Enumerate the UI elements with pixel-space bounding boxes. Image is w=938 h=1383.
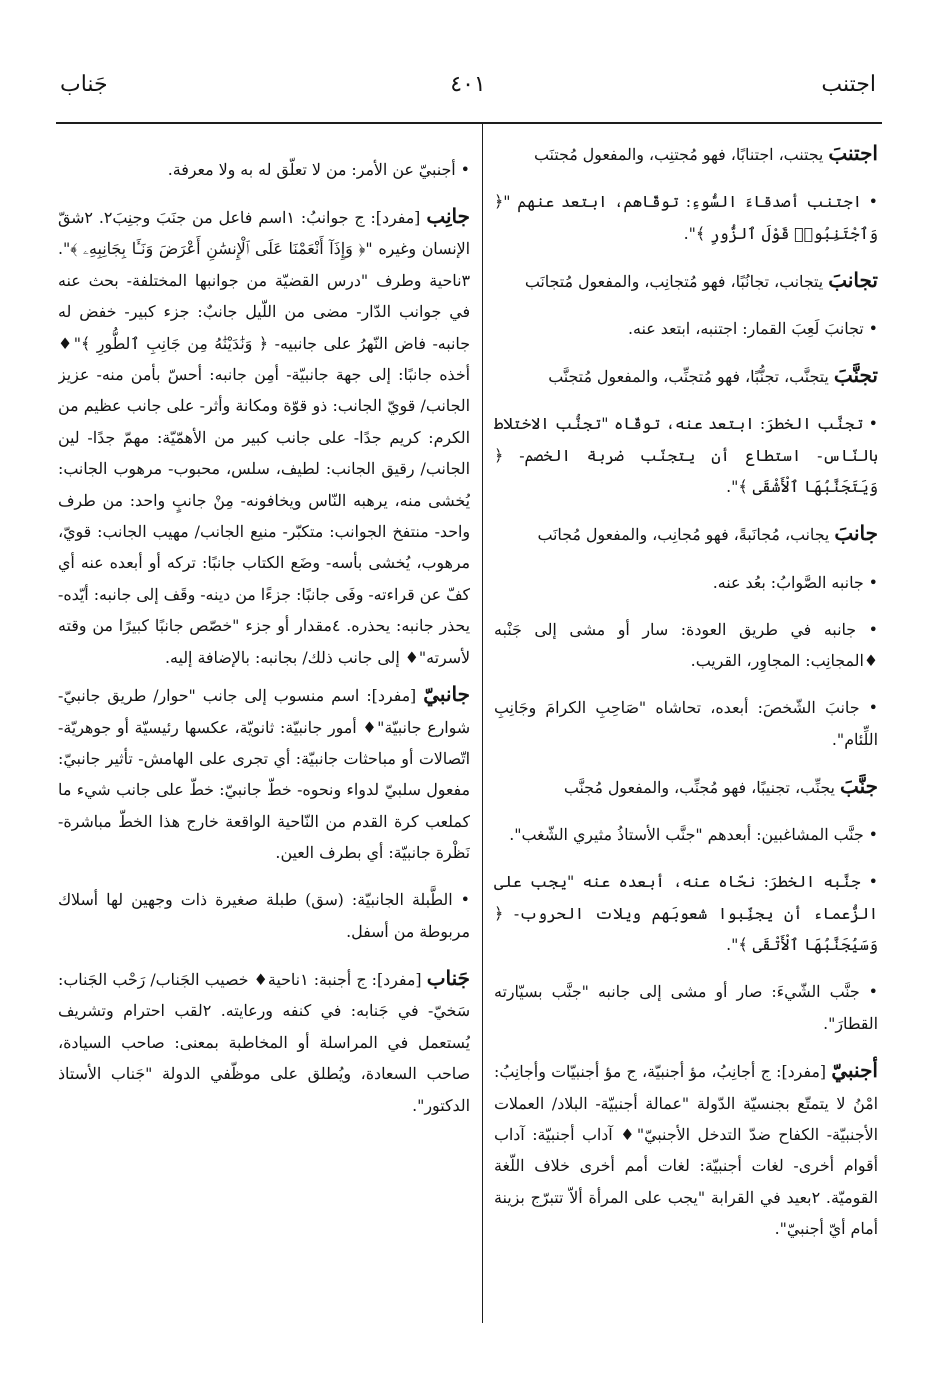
headword: تجانبَ <box>828 267 878 292</box>
header-rule <box>56 122 882 124</box>
entry-text: [مفرد]: ج جوانبُ: ١اسم فاعل من جنَبَ وجنِبَ٢. ٢شقّ الإنسان وغيره "﴿ وَإِذَآ أَنْعَمْنَا عَلَى ٱلْإِنسَٰنِ أَعْرَضَ وَنَـَٔا بِجَانِبِهِۦ ﴾". ٣ناحية وطرف "درس القضيّة من جوانبها المختلفة- بحث عنه في جوانب الدّار- مضى من اللّيل جانبٌ: جزء كبير- خفض له جانبه- فاض النّهرُ على جانبيه- ﴿ وَنَٰدَيْنَٰهُ مِن جَانِبِ ٱلطُّورِ ﴾"♦ أخذه جانبًا: إلى جهة جانبيّة- أمِن جانبه: أحسّ بأمن منه- عزيز الجانب/ قويّ الجانب: ذو قوّة ومكانة وأثر- على جانب عظيم من الكرم: كريم جدًا- على جانب كبير من الأهمّيّة: مهمّ جدًا- لين الجانب/ رقيق الجانب: لطيف، سلس، محبوب- مرهوب الجانب: يُخشى منه، يرهبه النّاس ويخافونه- مِنْ جانبٍ واحد: من طرف واحد- منتفخ الجوانب: متكبّر- منيع الجانب/ مهيب الجانب: قويّ، مرهوب، يُخشى بأسه- وضَع الكتاب جانبًا: تركه أو أبعده عنه أي كفّ عن قراءته- وفَى جانبًا: جزءًا من دينه- وقَف إلى جانبه: أيّده- يحذر جانبه: يحذره. ٤مقدار أو جزء "خصّص جانبًا كبيرًا من وقته لأسرته"♦ إلى جانب ذلك/ بجانبه: بالإضافة إليه. <box>58 208 470 667</box>
entry <box>58 679 470 868</box>
entry <box>494 138 878 170</box>
sub-entry <box>494 567 878 598</box>
entry-text: • جانبه الصَّوابُ: بعُد عنه. <box>712 572 878 592</box>
entry <box>494 360 878 392</box>
headword: جَناب <box>426 965 470 990</box>
entry-text: يجنِّب، تجنيبًا، فهو مُجنِّب، والمفعول مُجنَّب <box>563 778 835 798</box>
entry-text: [مفرد]: اسم منسوب إلى جانب "حوار/ طريق جانبيّ- شوارع جانبيّة"♦ أمور جانبيّة: ثانويّة، عكسها رئيسيّة أو جوهريّة- اتّصالات أو مباحثات جانبيّة: أي تجرى على الهامش- تأثير جانبيّ: مفعول سلبيّ لدواء ونحوه- خطّ جانبيّ: خطّ على جانب شيء ما كملعب كرة القدم من النّاحية الواقعة خارج هذا الخطّ مباشرة- نَظْرة جانبيّة: أي بطرف العين. <box>58 686 470 863</box>
entry-text: • تجانبَ لَعِبَ القمار: اجتنبه، ابتعد عنه. <box>628 319 878 339</box>
right-column <box>494 138 878 1313</box>
headword: جانبيّ <box>423 682 470 707</box>
entry-text: يتجانب، تجانُبًا، فهو مُتجانِب، والمفعول مُتجانَب <box>524 271 824 291</box>
page-number: ٤٠١ <box>450 72 486 97</box>
sub-entry <box>58 154 470 185</box>
entry-text: يتجنَّب، تجنُّبًا، فهو مُتجنِّب، والمفعول مُتجنَّب <box>548 367 829 387</box>
entry-text: • جانبه في طريق العودة: سار أو مشى إلى جَنْبه ♦المجانِب: المجاوِر، القريب. <box>494 619 878 671</box>
header-first-word: اجتنب <box>821 72 876 97</box>
entry-text: [مفرد]: ج أجنبة: ١ناحية♦ خصيب الجَناب/ رَحْب الجَناب: سَخيّ- في جَنابه: في كنفه ورعايته. ٢لقب احترام وتشريف يُستعمل في المراسلة أو المخاطبة بمعنى: صاحب السيادة، صاحب السعادة، ويُطلق على موظّفي الدولة "جَناب الأستاذ الدكتور". <box>58 969 470 1115</box>
entry-text: • جنَّب المشاغبين: أبعدهم "جنَّب الأستاذُ مثيري الشّغب". <box>509 825 878 845</box>
entry-text: • الطَّبلة الجانبيّة: (سق) طبلة صغيرة ذات وجهين لها أسلاك مربوطة من أسفل. <box>58 890 470 941</box>
entry-text: • جانبَ الشّخصَ: أبعده، تحاشاه "صَاحِبِ الكرامَ وجَانِبِ اللِّئام". <box>494 698 878 749</box>
headword: جنَّبَ <box>839 774 878 799</box>
headword: أجنبيّ <box>831 1058 878 1083</box>
entry-text: • تجنَّب الخطرَ: ابتعد عنه، توقّاه "تجنُّب الاختلاط بالنّاس- استطاع أن يتجنّب ضربة الخصم- ﴿ وَيَتَجَنَّبُهَا ٱلْأَشْقَى ﴾". <box>494 414 878 497</box>
page-header <box>60 72 876 112</box>
sub-entry <box>494 866 878 960</box>
entry-text: يجانب، مُجانَبةً، فهو مُجانِب، والمفعول مُجانَب <box>537 525 830 545</box>
sub-entry <box>58 884 470 947</box>
entry <box>494 518 878 550</box>
entry-text: • جنَّبه الخطرَ: نحّاه عنه، أبعده عنه "يجب على الزُّعماء أن يجنِّبوا شعوبَهم ويلات الحروب- ﴿ وَسَيُجَنَّبُهَا ٱلْأَتْقَى ﴾". <box>494 872 878 955</box>
sub-entry <box>494 819 878 850</box>
headword: تجنَّبَ <box>833 363 878 388</box>
headword: اجتنبَ <box>828 141 878 165</box>
headword: جانِب <box>426 204 470 228</box>
sub-entry <box>494 976 878 1039</box>
headword: جانبَ <box>834 521 878 546</box>
header-last-word: جَناب <box>60 72 108 97</box>
entry-text: • أجنبيّ عن الأمر: من لا تعلّق له به ولا معرفة. <box>167 159 470 179</box>
sub-entry <box>494 692 878 755</box>
left-column <box>58 138 470 1313</box>
entry-text: يجتنب، اجتنابًا، فهو مُجتنِب، والمفعول مُجتنَب <box>533 145 824 164</box>
entry <box>494 771 878 803</box>
entry-text: • جنَّب الشّيءَ: صار أو مشى إلى جانبه "جنَّب بسيّارته القطارَ". <box>494 982 878 1033</box>
sub-entry <box>494 614 878 677</box>
entry <box>494 1055 878 1244</box>
entry <box>58 201 470 673</box>
column-divider <box>482 124 483 1323</box>
sub-entry <box>494 186 878 249</box>
entry <box>58 963 470 1121</box>
entry-text: [مفرد]: ج أجانِبُ، مؤ أجنبيّة، ج مؤ أجنبيّات وأجانِبُ: امْنُ لا يتمتّع بجنسيّة الدّولة "عمالة أجنبيّة- البلاد/ العملات الأجنبيّة- الكفاح ضدّ التدخل الأجنبيّ"♦ آداب أجنبيّة: آداب أقوام أخرى- لغات أجنبيّة: لغات أمم أخرى خلاف اللّغة القوميّة. ٢بعيد في القرابة "يجب على المرأة ألاّ تتبرّج بزينة أمام أيّ أجنبيّ". <box>494 1062 878 1239</box>
sub-entry <box>494 408 878 502</box>
entry <box>494 265 878 297</box>
sub-entry <box>494 313 878 344</box>
entry-text: • اجتنب أصدقاءَ السُّوءِ: توقّاهم، ابتعد عنهم "﴿ وَٱجْتَنِبُوا۟ قَوْلَ ٱلزُّورِ ﴾". <box>494 192 878 243</box>
